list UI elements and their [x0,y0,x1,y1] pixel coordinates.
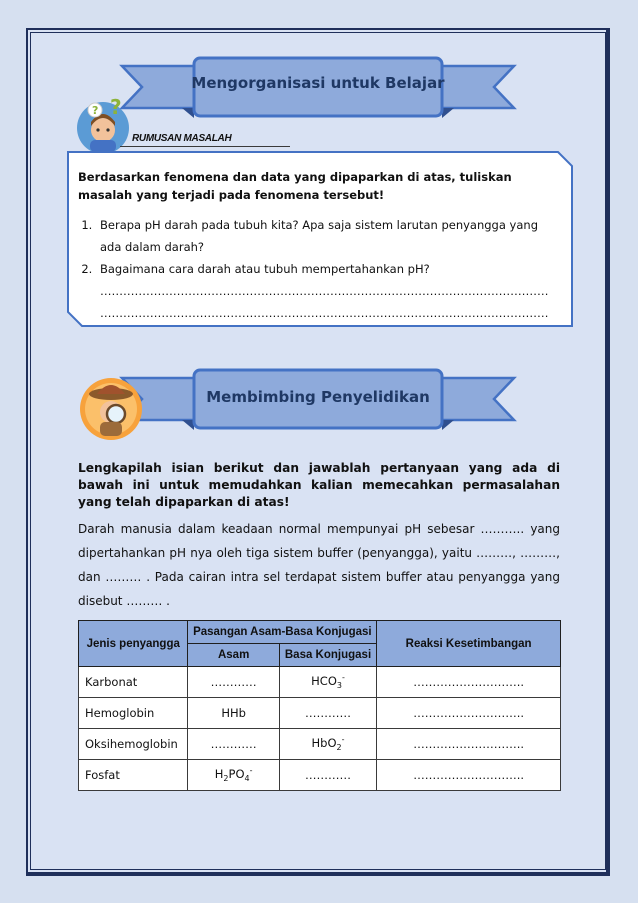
banner-organize [112,56,524,126]
cell-jenis: Oksihemoglobin [79,729,188,760]
banner-title: Mengorganisasi untuk Belajar [191,74,445,92]
list-item: 2. Bagaimana cara darah atau tubuh mempertahankan pH? [96,258,558,280]
label-underline [120,146,290,147]
cell-asam[interactable]: ………… [188,729,279,760]
header-jenis: Jenis penyangga [79,621,188,667]
header-asam: Asam [188,644,279,667]
cell-jenis: Fosfat [79,760,188,791]
table-row [79,729,561,760]
cell-reaksi[interactable]: ……………………….. [377,729,561,760]
cell-basa: HbO$_2$- [279,729,376,760]
buffer-table [78,620,561,791]
cell-basa[interactable]: ………… [279,760,376,791]
banner-investigation [112,368,524,438]
problem-list [78,214,558,324]
table-row [79,698,561,729]
detective-magnifier-icon [78,376,144,442]
cell-asam: $H_2PO_4^-$ [188,760,279,791]
investigation-paragraph: Darah manusia dalam keadaan normal mempunyai pH sebesar ……….. yang dipertahankan pH nya oleh tiga sistem buffer (penyangga), yaitu ………, ………, dan ……… . Pada cairan intra sel terdapat sistem buffer atau penyangga yang disebut ……… . [78,522,560,608]
table-row [79,667,561,698]
problem-instruction: Berdasarkan fenomena dan data yang dipaparkan di atas, tuliskan masalah yang terjadi pada fenomena tersebut! [78,170,512,202]
investigation-content [78,460,560,613]
cell-asam[interactable]: ………… [188,667,279,698]
banner-title: Membimbing Penyelidikan [206,388,430,406]
header-reaksi: Reaksi Kesetimbangan [377,621,561,667]
header-pasangan: Pasangan Asam-Basa Konjugasi [188,621,377,644]
investigation-instruction: Lengkapilah isian berikut dan jawablah pertanyaan yang ada di bawah ini untuk memudahkan kalian memecahkan permasalahan yang telah dipaparkan di atas! [78,461,560,509]
cell-reaksi[interactable]: ……………………….. [377,698,561,729]
cell-basa: $HCO_3^-$ [279,667,376,698]
list-item: 1. Berapa pH darah pada tubuh kita? Apa saja sistem larutan penyangga yang ada dalam darah? [96,214,558,258]
list-item: 3. ……………………………………………………………………………………………………… [96,280,558,302]
table-row [79,760,561,791]
problem-content [78,168,558,324]
cell-asam: HHb [188,698,279,729]
list-item: 4. ……………………………………………………………………………………………………… [96,302,558,324]
cell-reaksi[interactable]: ……………………….. [377,760,561,791]
cell-jenis: Karbonat [79,667,188,698]
section-label: RUMUSAN MASALAH [132,133,232,144]
svg-text:?: ? [92,104,99,117]
cell-jenis: Hemoglobin [79,698,188,729]
header-basa: Basa Konjugasi [279,644,376,667]
svg-text:?: ? [110,96,122,119]
cell-basa[interactable]: ………… [279,698,376,729]
cell-reaksi[interactable]: ……………………….. [377,667,561,698]
